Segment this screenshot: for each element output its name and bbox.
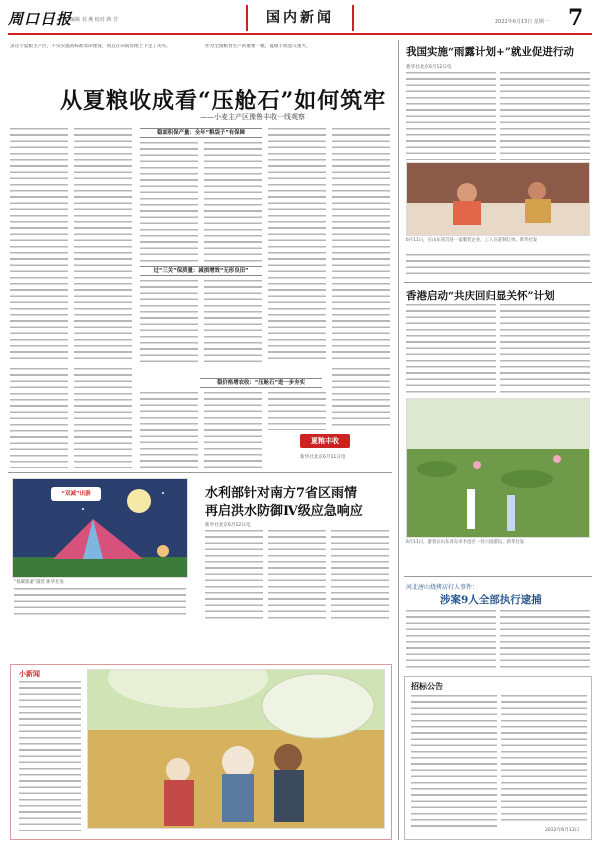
main-col-3 xyxy=(140,142,198,262)
tender-date: 2022年6月13日 xyxy=(545,828,580,833)
factory-scene xyxy=(407,163,590,236)
flood-headline-2: 再启洪水防御Ⅳ级应急响应 xyxy=(205,504,363,519)
summer-caption: 6月11日，在山东省莒县一家服装企业，工人在赶制订单。新华社发 xyxy=(406,238,538,243)
section-title-box xyxy=(246,5,354,31)
top-lead-text-2: 作为全国粮食生产的重要一极，夏粮丰收意义重大。 xyxy=(205,44,311,49)
short-news-col-2 xyxy=(500,610,590,670)
top-lead-text: 灵这个夏粮主产区，不仅实施高标准农田建设，而且在田间管理上下足了功夫。 xyxy=(10,44,171,49)
moon-icon xyxy=(127,489,151,513)
main-col-11 xyxy=(140,392,198,468)
small-news-box xyxy=(10,664,392,840)
short-news-headline: 涉案9人全部执行逮捕 xyxy=(440,594,542,606)
hongkong-headline: 香港启动“共庆回归显关怀”计划 xyxy=(406,290,555,302)
section-title: 国内新闻 xyxy=(266,10,334,26)
summer-headline: 我国实施“雨露计划+”就业促进行动 xyxy=(406,46,574,58)
right-rule-1 xyxy=(404,282,592,283)
lotus-photo xyxy=(406,398,590,538)
main-subhead: ——小麦主产区豫鲁丰收一线观察 xyxy=(200,113,305,121)
harvest-badge: 夏粮丰收 xyxy=(300,434,350,448)
masthead-meta: 编辑 刘 燕 校对 蒋 芳 xyxy=(70,17,118,23)
illustration-text xyxy=(14,588,186,618)
flood-col-1 xyxy=(205,530,263,620)
main-col-8 xyxy=(332,128,390,363)
main-col-5 xyxy=(140,280,198,363)
main-credit: 新华社北京6月11日电 xyxy=(300,455,346,460)
masthead-date: 2022年6月13日 星期一 xyxy=(495,19,549,25)
small-news-text xyxy=(19,681,81,831)
flood-col-2 xyxy=(268,530,326,620)
right-rule-2 xyxy=(404,576,592,577)
newspaper-logo: 周口日报 xyxy=(8,10,73,28)
right-col-divider xyxy=(398,40,399,840)
tender-box xyxy=(404,676,592,840)
summer-col-2 xyxy=(500,72,590,160)
main-col-1 xyxy=(10,128,68,363)
main-col-14 xyxy=(332,368,390,430)
main-col-9 xyxy=(10,368,68,468)
short-news-col-1 xyxy=(406,610,496,670)
main-headline: 从夏粮收成看“压舱石”如何筑牢 xyxy=(60,88,387,114)
factory-photo xyxy=(406,162,590,236)
illustration-caption: “低碳旅游”露营 新华社发 xyxy=(14,580,64,585)
masthead xyxy=(0,0,600,40)
main-col-12 xyxy=(204,392,262,468)
lotus-scene xyxy=(407,399,590,538)
summer-tail xyxy=(406,254,590,278)
harvest-scene xyxy=(88,670,385,829)
flood-headline-1: 水利部针对南方7省区雨情 xyxy=(205,486,358,501)
hongkong-col-2 xyxy=(500,304,590,394)
main-subheading-1: 稳面积保产量：全年“粮袋子”有保障 xyxy=(140,128,262,138)
flood-credit: 新华社北京6月12日电 xyxy=(205,523,251,528)
illustration-poster: “双减”出游 xyxy=(51,487,101,501)
main-subheading-3: 稳价格增农收：“压舱石”进一步夯实 xyxy=(200,378,322,388)
hongkong-caption: 6月11日，游客在山东青岛市李沧区一处公园游玩。新华社发 xyxy=(406,540,525,545)
main-subheading-2: 过“三关”保质量：减损增效“无形良田” xyxy=(140,266,262,276)
harvest-photo xyxy=(87,669,385,829)
hongkong-col-1 xyxy=(406,304,496,394)
main-col-6 xyxy=(204,280,262,363)
tender-title: 招标公告 xyxy=(411,681,443,691)
main-col-2 xyxy=(74,128,132,363)
summer-col-1 xyxy=(406,72,496,160)
main-col-4 xyxy=(204,142,262,262)
page-number: 7 xyxy=(568,5,584,31)
tender-col-2 xyxy=(501,695,587,823)
main-bottom-rule xyxy=(8,472,392,473)
flood-col-3 xyxy=(331,530,389,620)
masthead-rule xyxy=(8,33,592,35)
main-col-13 xyxy=(268,392,326,430)
main-col-7 xyxy=(268,128,326,363)
summer-credit: 新华社北京6月12日电 xyxy=(406,65,452,70)
tender-col-1 xyxy=(411,695,497,831)
short-news-kicker: 河北唐山烧烤店打人事件： xyxy=(406,584,479,591)
main-col-10 xyxy=(74,368,132,468)
small-news-title: 小新闻 xyxy=(19,670,40,678)
camping-illustration xyxy=(12,478,188,578)
